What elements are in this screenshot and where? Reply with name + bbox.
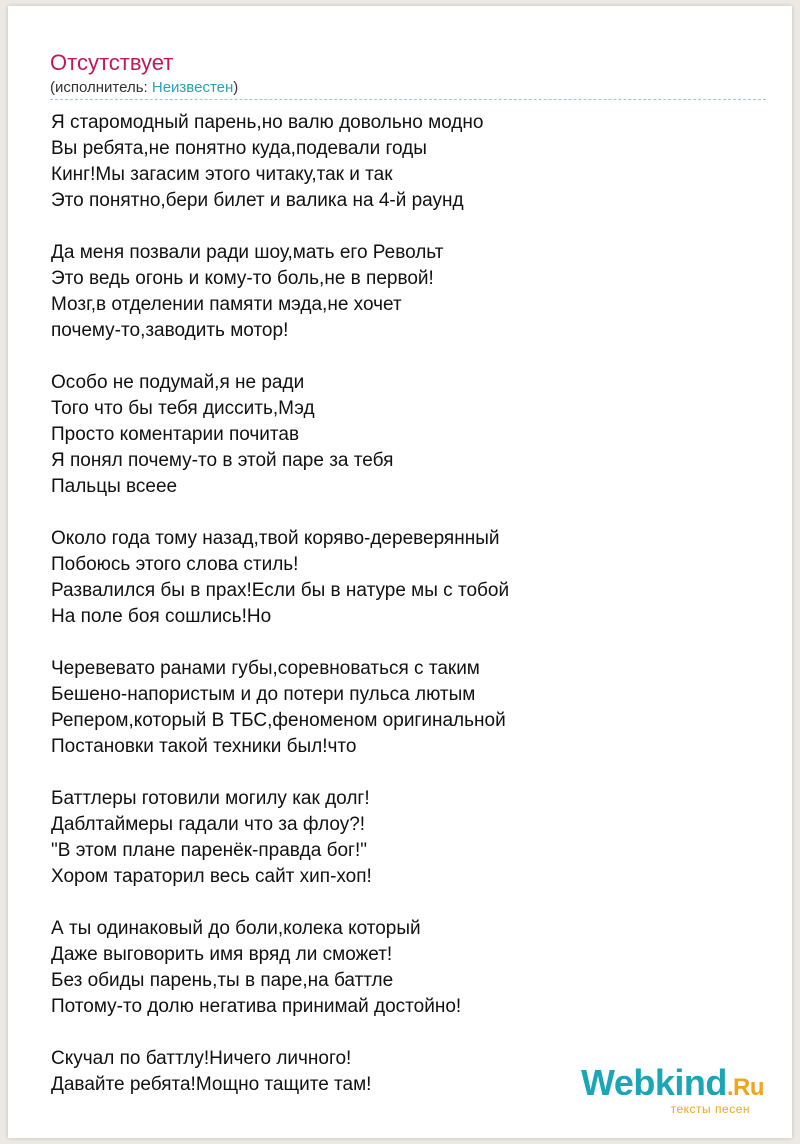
title-divider	[50, 99, 766, 100]
lyrics-sheet	[8, 6, 792, 1138]
lyrics-line: Без обиды парень,ты в паре,на баттле	[51, 970, 394, 991]
lyrics-line: Баттлеры готовили могилу как долг!	[51, 788, 370, 809]
artist-prefix: (исполнитель:	[50, 79, 152, 96]
lyrics-line: Это ведь огонь и кому-то боль,не в первой!	[51, 268, 434, 289]
lyrics-stanza	[51, 370, 771, 500]
song-title: Отсутствует	[50, 50, 174, 75]
lyrics-line: почему-то,заводить мотор!	[51, 320, 289, 341]
lyrics-line: Побоюсь этого слова стиль!	[51, 554, 299, 575]
lyrics-line: Пальцы всеее	[51, 476, 178, 497]
lyrics-body	[51, 110, 771, 1124]
lyrics-line: Потому-то долю негатива принимай достойно!	[51, 996, 462, 1017]
lyrics-line: Просто коментарии почитав	[51, 424, 300, 445]
lyrics-line: Около года тому назад,твой коряво-дереверянный	[51, 528, 500, 549]
lyrics-line: Хором тараторил весь сайт хип-хоп!	[51, 866, 372, 887]
lyrics-line: Кинг!Мы загасим этого читаку,так и так	[51, 164, 393, 185]
lyrics-line: Того что бы тебя диссить,Мэд	[51, 398, 315, 419]
lyrics-line: На поле боя сошлись!Но	[51, 606, 272, 627]
artist-suffix: )	[233, 79, 239, 96]
lyrics-line: Развалился бы в прах!Если бы в натуре мы с тобой	[51, 580, 510, 601]
artist-line	[50, 79, 238, 97]
site-logo[interactable]	[580, 1062, 764, 1116]
lyrics-line: Черевевато ранами губы,соревноваться с таким	[51, 658, 480, 679]
lyrics-line: "В этом плане паренёк-правда бог!"	[51, 840, 367, 861]
lyrics-stanza	[51, 110, 771, 214]
lyrics-line: Вы ребята,не понятно куда,подевали годы	[51, 138, 427, 159]
logo-tagline: тексты песен	[670, 1102, 750, 1116]
lyrics-line: Бешено-напористым и до потери пульса лютым	[51, 684, 476, 705]
lyrics-stanza	[51, 786, 771, 890]
lyrics-line: Репером,который В ТБС,феноменом оригинальной	[51, 710, 506, 731]
lyrics-line: Мозг,в отделении памяти мэда,не хочет	[51, 294, 402, 315]
lyrics-line: Особо не подумай,я не ради	[51, 372, 305, 393]
lyrics-line: Даблтаймеры гадали что за флоу?!	[51, 814, 366, 835]
logo-domain-text: .Ru	[726, 1074, 764, 1101]
logo-wordmark	[580, 1062, 764, 1106]
lyrics-line: А ты одинаковый до боли,колека который	[51, 918, 421, 939]
lyrics-stanza	[51, 656, 771, 760]
lyrics-stanza	[51, 240, 771, 344]
lyrics-line: Я понял почему-то в этой паре за тебя	[51, 450, 394, 471]
lyrics-line: Даже выговорить имя вряд ли сможет!	[51, 944, 393, 965]
lyrics-line: Это понятно,бери билет и валика на 4-й раунд	[51, 190, 464, 211]
lyrics-line: Постановки такой техники был!что	[51, 736, 357, 757]
lyrics-stanza	[51, 526, 771, 630]
lyrics-stanza	[51, 916, 771, 1020]
artist-link[interactable]: Неизвестен	[151, 79, 234, 96]
lyrics-line: Я старомодный парень,но валю довольно модно	[51, 112, 484, 133]
lyrics-line: Давайте ребята!Мощно тащите там!	[51, 1074, 372, 1095]
logo-main-text: Webkind	[580, 1062, 727, 1103]
lyrics-line: Да меня позвали ради шоу,мать его Револьт	[51, 242, 444, 263]
lyrics-line: Скучал по баттлу!Ничего личного!	[51, 1048, 352, 1069]
